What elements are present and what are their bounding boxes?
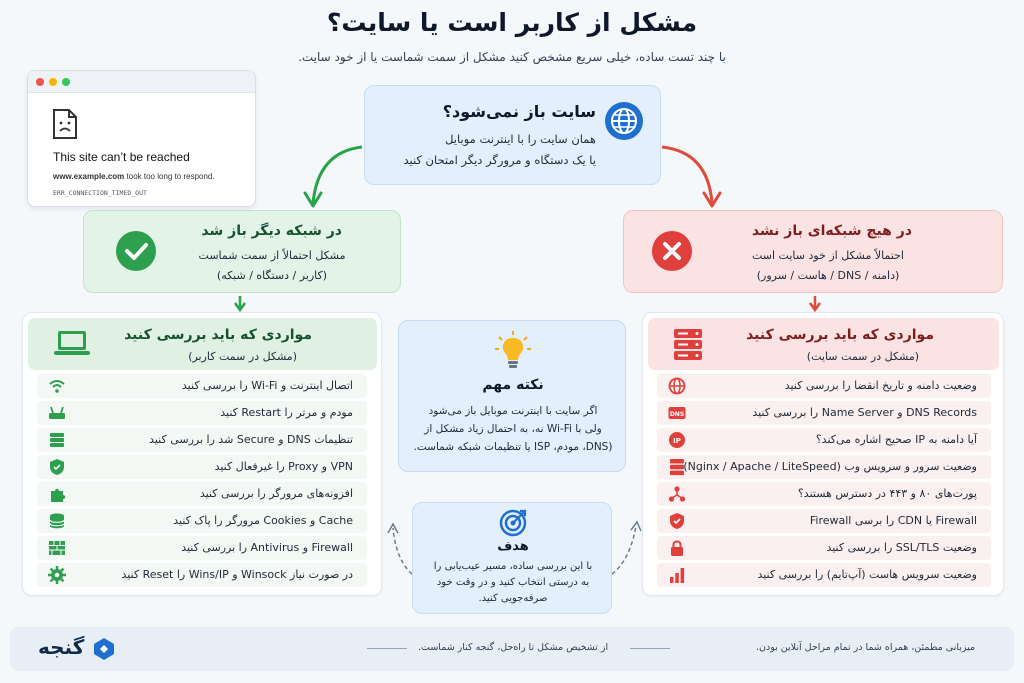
user-check-row	[37, 509, 367, 533]
site-check-row-label: آیا دامنه به IP صحیح اشاره می‌کند؟	[815, 433, 977, 446]
gear-icon	[48, 566, 66, 584]
goal-line-1: با این بررسی ساده، مسیر عیب‌یابی را	[433, 561, 593, 572]
error-domain: www.example.com	[53, 172, 125, 181]
user-check-row-label: در صورت نیاز Winsock و Wins/IP را Reset کنید	[121, 568, 353, 581]
dns-icon	[668, 404, 686, 422]
goal-title: هدف	[497, 539, 529, 554]
error-title: This site can’t be reached	[53, 150, 190, 164]
user-check-row	[37, 482, 367, 506]
error-description: took too long to respond.	[126, 172, 215, 181]
tip-title: نکته مهم	[482, 377, 544, 393]
footer-divider-left	[367, 648, 407, 649]
firewall-icon	[48, 539, 66, 557]
user-check-row	[37, 455, 367, 479]
question-title: سایت باز نمی‌شود؟	[442, 102, 596, 121]
site-check-row	[657, 374, 991, 398]
site-check-row	[657, 455, 991, 479]
site-check-row-label: وضعیت سرور و سرویس وب (Nginx / Apache / LiteSpeed)	[683, 460, 977, 473]
puzzle-icon	[48, 485, 66, 503]
goal-right-dashed-arrow	[612, 526, 636, 574]
footer-right-text: میزبانی مطمئن، همراه شما در تمام مراحل آنلاین بودن.	[756, 642, 976, 653]
footer-tagline: از تشخیص مشکل تا راه‌حل، گنجه کنار شماست.	[418, 642, 609, 653]
site-check-row	[657, 509, 991, 533]
user-check-row	[37, 428, 367, 452]
page-subtitle: با چند تست ساده، خیلی سریع مشخص کنید مشکل از سمت شماست یا از خود سایت.	[298, 50, 726, 64]
goal-left-dashed-arrow	[393, 528, 412, 574]
user-check-row-label: Cache و Cookies مرورگر را پاک کنید	[173, 514, 353, 527]
lock-icon	[668, 539, 686, 557]
tip-line-1: اگر سایت با اینترنت موبایل باز می‌شود	[428, 405, 598, 417]
goal-box	[412, 502, 612, 614]
user-check-row	[37, 563, 367, 587]
svg-text:DNS: DNS	[669, 411, 685, 418]
red-result-line-1: احتمالاً مشکل از خود سایت است	[751, 249, 904, 262]
green-result-line-1: مشکل احتمالاً از سمت شماست	[198, 249, 346, 262]
network-icon	[668, 485, 686, 503]
site-check-row	[657, 536, 991, 560]
shield-icon	[48, 458, 66, 476]
brand-logo-icon	[92, 637, 116, 661]
lightbulb-icon	[495, 331, 531, 371]
green-result-title: در شبکه دیگر باز شد	[201, 223, 342, 239]
question-line-2: یا یک دستگاه و مرورگر دیگر امتحان کنید	[403, 153, 596, 167]
red-result-title: در هیچ شبکه‌ای باز نشد	[751, 223, 912, 239]
ip-icon	[668, 431, 686, 449]
tip-line-2: ولی با Wi-Fi نه، به احتمال زیاد مشکل از	[424, 423, 602, 435]
server-stack-icon	[48, 431, 66, 449]
user-check-row-label: اتصال اینترنت و Wi-Fi را بررسی کنید	[181, 379, 353, 392]
x-icon	[652, 231, 692, 271]
site-checks-list	[643, 313, 1005, 597]
site-check-row	[657, 563, 991, 587]
svg-text:IP: IP	[673, 437, 681, 445]
user-checks-panel	[22, 312, 382, 596]
site-side-result	[623, 210, 1003, 293]
error-code: ERR_CONNECTION_TIMED_OUT	[53, 189, 147, 197]
footer	[10, 627, 1014, 671]
target-icon	[499, 509, 527, 537]
site-check-row-label: وضعیت دامنه و تاریخ انقضا را بررسی کنید	[784, 379, 977, 392]
router-icon	[48, 404, 66, 422]
check-icon	[116, 231, 156, 271]
red-result-line-2: (دامنه / DNS / هاست / سرور)	[756, 269, 900, 282]
tip-line-3: (DNS، مودم، ISP یا تنظیمات شبکه شماست.	[413, 441, 613, 453]
site-checks-panel	[642, 312, 1004, 596]
user-check-row-label: مودم و مرتر را Restart کنید	[220, 406, 353, 419]
user-check-row-label: Firewall و Antivirus را بررسی کنید	[181, 541, 353, 554]
site-checks-subtitle: (مشکل در سمت سایت)	[806, 350, 919, 363]
site-check-row	[657, 482, 991, 506]
globe-icon	[668, 377, 686, 395]
question-line-1: همان سایت را با اینترنت موبایل	[445, 132, 596, 146]
globe-icon	[604, 101, 644, 141]
bar-chart-icon	[668, 566, 686, 584]
user-check-row-label: تنظیمات DNS و Secure شد را بررسی کنید	[149, 433, 353, 446]
site-check-row	[657, 401, 991, 425]
brand-name: گنجه	[38, 635, 85, 659]
site-check-row-label: وضعیت سرویس هاست (آپ‌تایم) را بررسی کنید	[757, 568, 977, 581]
goal-line-3: صرفه‌جویی کنید.	[478, 593, 548, 604]
question-box	[364, 85, 661, 185]
site-check-row-label: پورت‌های ۸۰ و ۴۴۳ در دسترس هستند؟	[797, 487, 977, 500]
goal-line-2: به درستی انتخاب کنید و در وقت خود	[436, 577, 590, 588]
green-result-line-2: (کاربر / دستگاه / شبکه)	[216, 269, 328, 282]
page-title: مشکل از کاربر است یا سایت؟	[326, 8, 698, 37]
user-check-row-label: افزونه‌های مرورگر را بررسی کنید	[199, 487, 353, 500]
user-check-row-label: VPN و Proxy را غیرفعال کنید	[214, 460, 353, 473]
user-checks-title: مواردی که باید بررسی کنید	[124, 327, 312, 343]
site-check-row	[657, 428, 991, 452]
user-check-row	[37, 401, 367, 425]
shield-icon	[668, 512, 686, 530]
user-checks-list	[23, 313, 383, 597]
user-check-row	[37, 536, 367, 560]
user-side-result	[83, 210, 401, 293]
wifi-icon	[48, 377, 66, 395]
site-checks-title: مواردی که باید بررسی کنید	[746, 327, 934, 343]
tip-box	[398, 320, 626, 472]
footer-divider-right	[630, 648, 670, 649]
user-check-row	[37, 374, 367, 398]
site-check-row-label: وضعیت SSL/TLS را بررسی کنید	[826, 541, 977, 554]
database-icon	[48, 512, 66, 530]
site-check-row-label: Firewall یا CDN را برسی Firewall	[809, 514, 977, 527]
site-check-row-label: DNS Records و Name Server را بررسی کنید	[752, 406, 977, 419]
user-checks-subtitle: (مشکل در سمت کاربر)	[188, 350, 297, 363]
